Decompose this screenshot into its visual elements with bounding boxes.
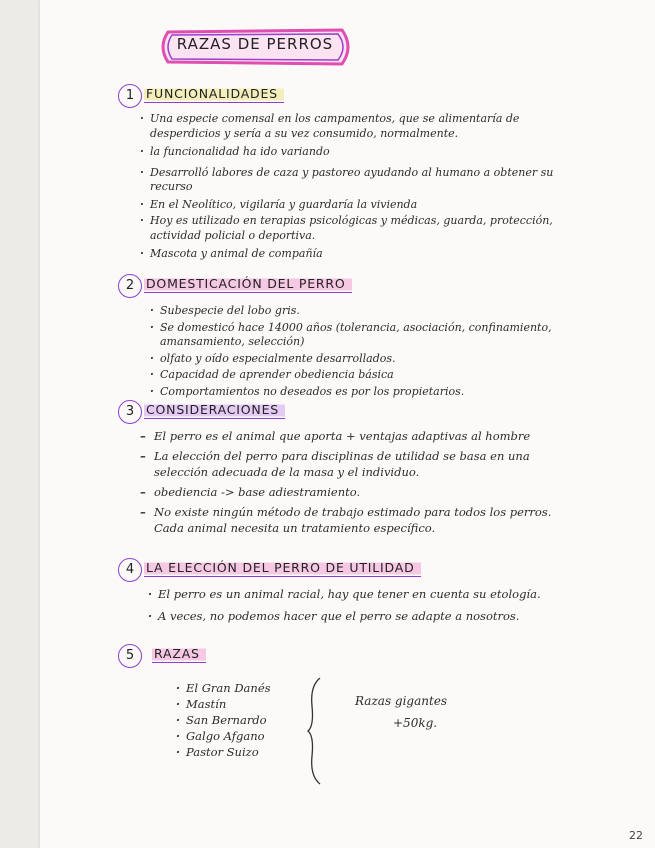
list-item: · Capacidad de aprender obediencia básica	[150, 368, 570, 383]
section-4-bullets	[148, 586, 568, 624]
section-number: 4	[118, 558, 142, 582]
list-item: · Mastín	[176, 696, 271, 712]
section-heading: FUNCIONALIDADES	[144, 86, 284, 103]
list-item: – La elección del perro para disciplinas de utilidad se basa en una selección adecuada de la masa y el individuo.	[140, 448, 560, 480]
list-item: · El perro es un animal racial, hay que tener en cuenta su etología.	[148, 586, 568, 602]
list-item: · olfato y oído especialmente desarrollados.	[150, 352, 570, 367]
section-heading: LA ELECCIÓN DEL PERRO DE UTILIDAD	[144, 560, 421, 577]
list-item: · El Gran Danés	[176, 680, 271, 696]
list-item: · Comportamientos no deseados es por los propietarios.	[150, 385, 570, 400]
breed-note-weight: +50kg.	[393, 716, 438, 730]
list-item: – No existe ningún método de trabajo estimado para todos los perros. Cada animal necesita un tratamiento específico.	[140, 504, 560, 536]
section-heading: RAZAS	[152, 646, 206, 663]
section-heading: DOMESTICACIÓN DEL PERRO	[144, 276, 352, 293]
list-item: · Galgo Afgano	[176, 728, 271, 744]
section-number: 3	[118, 400, 142, 424]
breed-note	[355, 690, 447, 734]
curly-brace-icon	[306, 676, 326, 786]
list-item: – obediencia -> base adiestramiento.	[140, 484, 560, 500]
list-item: · Subespecie del lobo gris.	[150, 304, 570, 319]
section-number: 1	[118, 84, 142, 108]
breed-note-title: Razas gigantes	[355, 694, 448, 708]
list-item: · Se domesticó hace 14000 años (tolerancia, asociación, confinamiento, amansamiento, selección)	[150, 321, 570, 350]
section-1-bullets	[140, 112, 560, 262]
list-item: · Desarrolló labores de caza y pastoreo ayudando al humano a obtener su recurso	[140, 166, 560, 195]
list-item: – El perro es el animal que aporta + ventajas adaptivas al hombre	[140, 428, 560, 444]
list-item: · Una especie comensal en los campamentos, que se alimentaría de desperdicios y sería a su vez consumido, normalmente.	[140, 112, 560, 141]
list-item: · Pastor Suizo	[176, 744, 271, 760]
list-item: · San Bernardo	[176, 712, 271, 728]
list-item: · En el Neolítico, vigilaría y guardaría la vivienda	[140, 198, 560, 213]
section-number: 5	[118, 644, 142, 668]
title-frame	[150, 22, 360, 72]
page-title: RAZAS DE PERROS	[176, 35, 334, 53]
page-number: 22	[629, 829, 643, 842]
section-2-bullets	[150, 304, 570, 399]
section-heading: CONSIDERACIONES	[144, 402, 285, 419]
list-item: · la funcionalidad ha ido variando	[140, 145, 560, 160]
list-item: · Mascota y animal de compañía	[140, 247, 560, 262]
section-3-bullets	[140, 428, 560, 536]
list-item: · Hoy es utilizado en terapias psicológicas y médicas, guarda, protección, actividad policial o deportiva.	[140, 214, 560, 243]
list-item: · A veces, no podemos hacer que el perro se adapte a nosotros.	[148, 608, 568, 624]
breed-list	[176, 680, 271, 760]
section-number: 2	[118, 274, 142, 298]
